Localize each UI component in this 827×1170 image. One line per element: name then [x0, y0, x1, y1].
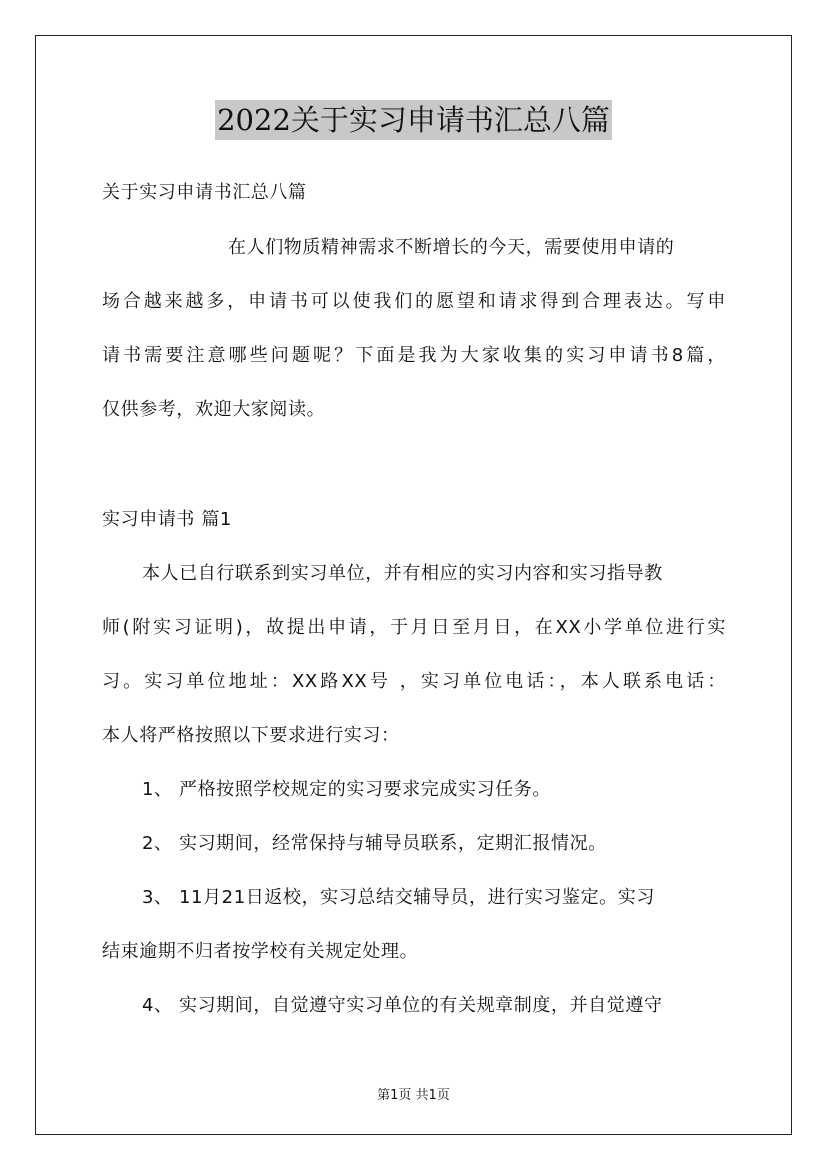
body-line: 本人已自行联系到实习单位，并有相应的实习内容和实习指导教: [142, 563, 663, 584]
page-footer: 第1页 共1页: [377, 1088, 450, 1103]
list-item: 3、 11月21日返校，实习总结交辅导员，进行实习鉴定。实习: [142, 887, 655, 908]
intro-line: 仅供参考，欢迎大家阅读。: [102, 399, 326, 420]
list-item: 2、 实习期间，经常保持与辅导员联系，定期汇报情况。: [142, 833, 607, 854]
title-container: [0, 100, 827, 140]
document-title: 2022关于实习申请书汇总八篇: [215, 100, 612, 140]
section-heading: 实习申请书 篇1: [102, 509, 232, 530]
intro-line: 请书需要注意哪些问题呢？下面是我为大家收集的实习申请书8篇，: [102, 345, 726, 366]
body-line: 师(附实习证明)，故提出申请，于月日至月日，在XX小学单位进行实: [102, 617, 726, 638]
intro-line: 在人们物质精神需求不断增长的今天，需要使用申请的: [228, 237, 675, 258]
body-line: 结束逾期不归者按学校有关规定处理。: [102, 941, 419, 962]
intro-line: 场合越来越多，申请书可以使我们的愿望和请求得到合理表达。写申: [102, 291, 726, 312]
body-line: 本人将严格按照以下要求进行实习：: [102, 725, 400, 746]
list-item: 1、 严格按照学校规定的实习要求完成实习任务。: [142, 779, 551, 800]
body-line: 习。实习单位地址：XX路XX号 ，实习单位电话：，本人联系电话：: [102, 671, 726, 692]
document-subtitle: 关于实习申请书汇总八篇: [102, 182, 307, 203]
list-item: 4、 实习期间，自觉遵守实习单位的有关规章制度，并自觉遵守: [142, 995, 663, 1016]
